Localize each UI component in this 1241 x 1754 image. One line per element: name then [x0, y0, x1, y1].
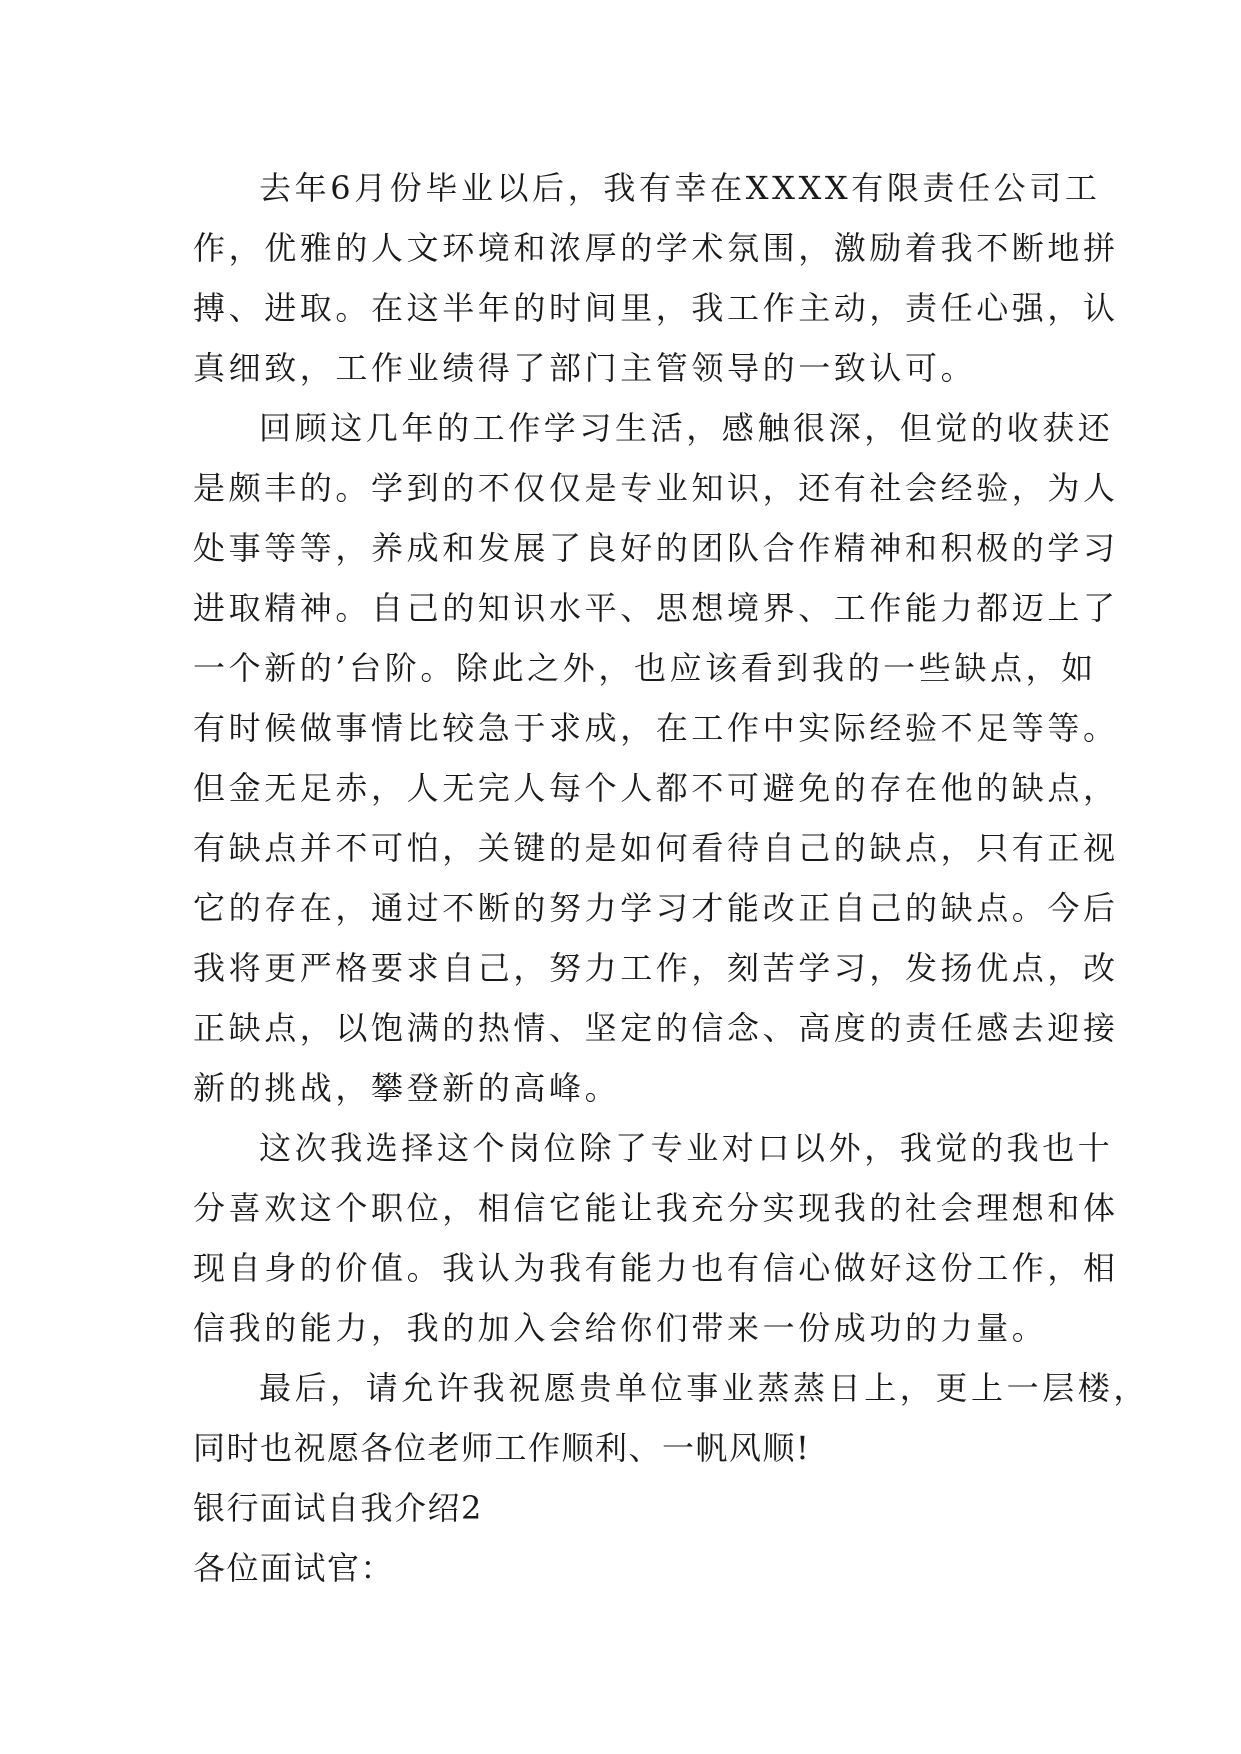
document-body — [193, 158, 1150, 1598]
text-line: 回顾这几年的工作学习生活，感触很深，但觉的收获还 — [259, 409, 1114, 447]
paragraph-review — [193, 398, 1119, 1118]
text-line: 搏、进取。在这半年的时间里，我工作主动，责任心强，认 — [193, 289, 1119, 327]
text-line: 真细致，工作业绩得了部门主管领导的一致认可。 — [193, 349, 977, 387]
text-line: 一个新的’台阶。除此之外，也应该看到我的一些缺点，如 — [193, 649, 1097, 687]
text-line: 现自身的价值。我认为我有能力也有信心做好这份工作，相 — [193, 1249, 1119, 1287]
text-line: 这次我选择这个岗位除了专业对口以外，我觉的我也十 — [259, 1129, 1114, 1167]
text-line: 同时也祝愿各位老师工作顺利、一帆风顺! — [193, 1429, 811, 1467]
text-line: 有缺点并不可怕，关键的是如何看待自己的缺点，只有正视 — [193, 829, 1119, 867]
text-line: 新的挑战，攀登新的高峰。 — [193, 1069, 621, 1107]
salutation: 各位面试官： — [193, 1549, 395, 1587]
text-line: 进取精神。自己的知识水平、思想境界、工作能力都迈上了 — [193, 589, 1119, 627]
text-line: 作，优雅的人文环境和浓厚的学术氛围，激励着我不断地拼 — [193, 229, 1119, 267]
text-line: 我将更严格要求自己，努力工作，刻苦学习，发扬优点，改 — [193, 949, 1119, 987]
section-title: 银行面试自我介绍2 — [193, 1489, 483, 1527]
text-line: 是颇丰的。学到的不仅仅是专业知识，还有社会经验，为人 — [193, 469, 1119, 507]
text-line: 分喜欢这个职位，相信它能让我充分实现我的社会理想和体 — [193, 1189, 1119, 1227]
text-line: 去年6月份毕业以后，我有幸在XXXX有限责任公司工 — [259, 169, 1101, 207]
paragraph-closing — [193, 1358, 1150, 1478]
text-line: 最后，请允许我祝愿贵单位事业蒸蒸日上，更上一层楼， — [259, 1369, 1150, 1407]
text-line: 但金无足赤，人无完人每个人都不可避免的存在他的缺点， — [193, 769, 1119, 807]
text-line: 处事等等，养成和发展了良好的团队合作精神和积极的学习 — [193, 529, 1119, 567]
text-line: 有时候做事情比较急于求成，在工作中实际经验不足等等。 — [193, 709, 1119, 747]
text-line: 信我的能力，我的加入会给你们带来一份成功的力量。 — [193, 1309, 1048, 1347]
paragraph-position-choice — [193, 1118, 1119, 1358]
text-line: 正缺点，以饱满的热情、坚定的信念、高度的责任感去迎接 — [193, 1009, 1119, 1047]
paragraph-graduation — [193, 158, 1119, 398]
text-line: 它的存在，通过不断的努力学习才能改正自己的缺点。今后 — [193, 889, 1119, 927]
